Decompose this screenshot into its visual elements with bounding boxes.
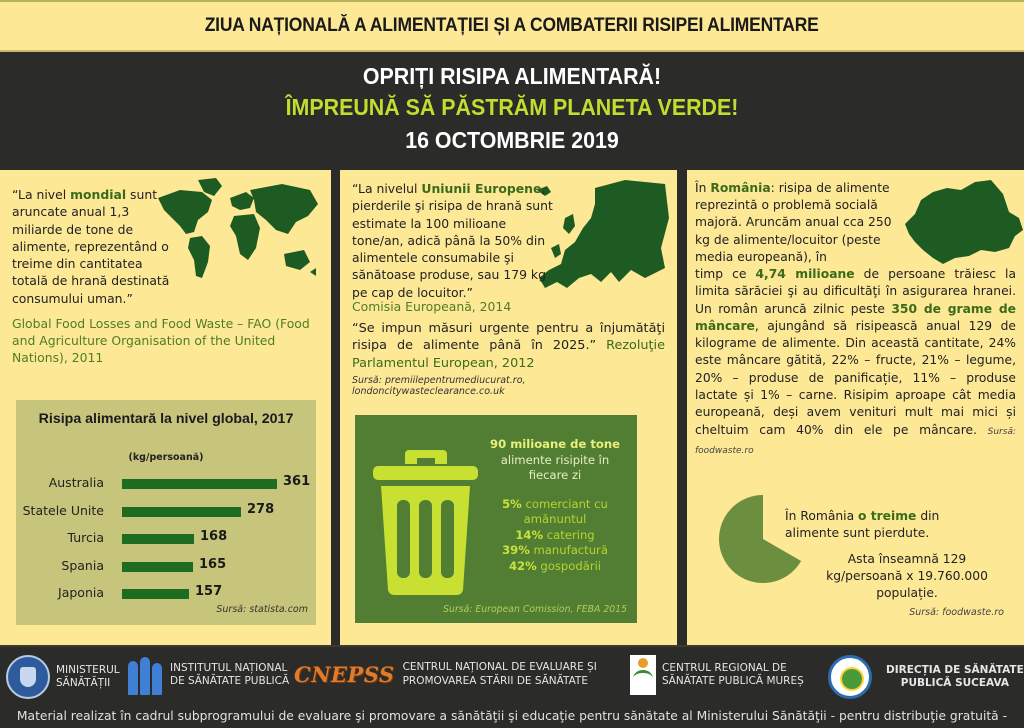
trash-can-icon bbox=[373, 450, 478, 595]
one-third-highlight: o treime bbox=[858, 509, 917, 523]
waste-breakdown bbox=[485, 497, 625, 575]
bar bbox=[122, 534, 194, 544]
romania-intro: În România: risipa de alimente reprezintă o problemă socială majoră. Aruncăm anual cca 250 kg de alimente/locuitor (peste media europeană), în bbox=[695, 181, 892, 264]
footer-note: Material realizat în cadrul subprogramului de evaluare şi promovare a sănătăţii şi educaţie pentru sănătate al Ministerului Sănătăţii - pentru distribuţie gratuită - bbox=[16, 709, 1008, 723]
insp-people-icon bbox=[128, 655, 164, 695]
population-calc-text: Asta înseamnă 129 kg/persoană x 19.760.000 populație. bbox=[826, 552, 988, 600]
dsp-suceava-seal-icon bbox=[828, 655, 872, 699]
quote-text: “La nivelul bbox=[352, 181, 422, 196]
pie-source: Sursă: foodwaste.ro bbox=[909, 607, 1004, 618]
hero-slogan bbox=[0, 52, 1024, 170]
slogan-line-1: OPRIȚI RISIPA ALIMENTARĂ! bbox=[362, 63, 662, 89]
quote-highlight: mondial bbox=[70, 187, 127, 202]
logo-ministerul-sanatatii: MINISTERUL SĂNĂTĂȚII bbox=[6, 655, 120, 699]
stat-retail: 5% comerciant cu amănuntul bbox=[502, 496, 608, 526]
bar bbox=[122, 562, 193, 572]
bar-value: 165 bbox=[199, 556, 227, 572]
bar-label: Australia bbox=[48, 475, 104, 490]
chart-source: Sursă: statista.com bbox=[216, 604, 308, 615]
global-quote bbox=[12, 186, 182, 307]
romania-map-icon bbox=[899, 178, 1024, 266]
quote-text: “La nivel bbox=[12, 187, 71, 202]
quote-text: , pierderile şi risipa de hrană sunt estimate la 100 milioane tone/an, adică până la 50% din alimentele consumabile şi sănătoase produse, sau 179 kg pe cap de locuitor.” bbox=[352, 181, 553, 300]
eu-quote bbox=[352, 180, 557, 301]
cnepss-wordmark: CNEPSS bbox=[294, 662, 395, 687]
eu-source-line: Sursă: premiilepentrumediucurat.ro, londoncitywasteclearance.co.uk bbox=[352, 375, 526, 397]
bar-label: Japonia bbox=[58, 585, 104, 600]
chart-unit: (kg/persoană) bbox=[128, 452, 204, 463]
logo-crspm: CENTRUL REGIONAL DE SĂNĂTATE PUBLICĂ MUREȘ bbox=[630, 655, 804, 695]
daily-waste-box bbox=[355, 415, 637, 623]
global-waste-bar-chart bbox=[16, 400, 316, 625]
daily-grams-highlight: 350 de grame de mâncare bbox=[695, 301, 1016, 333]
romania-source: Sursă: foodwaste.ro bbox=[695, 426, 1016, 456]
government-seal-icon bbox=[6, 655, 50, 699]
quote-text: sunt aruncate anual 1,3 miliarde de tone de alimente, reprezentând o treime din cantitatea totală de hrană destinată consumului uman.” bbox=[12, 187, 170, 306]
footer bbox=[0, 645, 1024, 728]
bar-value: 157 bbox=[195, 584, 223, 599]
bar-value: 278 bbox=[247, 501, 275, 517]
romania-highlight: România bbox=[710, 181, 771, 195]
daily-waste-subline: alimente risipite în fiecare zi bbox=[500, 452, 610, 482]
daily-waste-text bbox=[485, 437, 625, 574]
bar-row bbox=[16, 473, 316, 495]
panel-eu bbox=[340, 170, 677, 645]
bar-label: Turcia bbox=[67, 530, 104, 545]
one-third-text: În România o treime din alimente sunt pierdute. bbox=[785, 509, 940, 540]
bar-label: Statele Unite bbox=[22, 502, 104, 518]
panel-romania bbox=[687, 170, 1024, 645]
stat-manufacturing: 39% manufactură bbox=[502, 543, 608, 557]
daily-waste-headline: 90 milioane de tone bbox=[490, 437, 620, 451]
quote-source: Rezoluţie Parlamentul European, 2012 bbox=[352, 338, 665, 371]
logo-insp: INSTITUTUL NAȚIONAL DE SĂNĂTATE PUBLICĂ bbox=[128, 655, 289, 695]
bar-row bbox=[16, 528, 316, 550]
bar-value: 168 bbox=[200, 529, 228, 544]
chart-title: Risipa alimentară la nivel global, 2017 bbox=[38, 411, 294, 427]
crspm-logo-icon bbox=[630, 655, 656, 695]
bar-label: Spania bbox=[61, 557, 104, 573]
bar-value: 361 bbox=[283, 474, 311, 489]
stat-catering: 14% catering bbox=[515, 527, 595, 542]
bar bbox=[122, 507, 241, 517]
bar bbox=[122, 589, 189, 599]
stat-households: 42% gospodării bbox=[508, 558, 602, 573]
bar-row bbox=[16, 556, 316, 578]
logo-dsp-suceava: DIRECȚIA DE SĂNĂTATE PUBLICĂ SUCEAVA bbox=[828, 655, 1024, 699]
poverty-highlight: 4,74 milioane bbox=[755, 267, 855, 281]
event-date: 16 OCTOMBRIE 2019 bbox=[405, 127, 619, 153]
logo-cnepss: CNEPSS CENTRUL NAȚIONAL DE EVALUARE ȘI PROMOVAREA STĂRII DE SĂNĂTATE bbox=[294, 661, 597, 687]
quote-text: “Se impun măsuri urgente pentru a înjumătăţi risipa de alimente până în 2025.” bbox=[352, 321, 665, 354]
quote-highlight: Uniunii Europene bbox=[421, 181, 542, 196]
eu-source: Comisia Europeană, 2014 bbox=[352, 299, 512, 314]
bar-row bbox=[16, 501, 316, 523]
top-banner bbox=[0, 0, 1024, 52]
bar-row bbox=[16, 583, 316, 605]
slogan-line-2: ÎMPREUNĂ SĂ PĂSTRĂM PLANETA VERDE! bbox=[285, 94, 739, 120]
global-source: Global Food Losses and Food Waste – FAO (Food and Agriculture Organisation of the United Nations), 2011 bbox=[12, 316, 310, 365]
bar bbox=[122, 479, 277, 489]
panel-global bbox=[0, 170, 331, 645]
banner-title: ZIUA NAȚIONALĂ A ALIMENTAȚIEI ȘI A COMBATERII RISIPEI ALIMENTARE bbox=[205, 15, 819, 36]
romania-body: timp ce 4,74 milioane de persoane trăiesc la limita sărăciei şi au dificultăţi în asigurarea hranei. Un român aruncă zilnic peste 350 de grame de mâncare, ajungând să risipească anual 129 de kilograme de alimente. Din această cantitate, 24% este mâncare gătită, 22% – fructe, 21% – legume, 20% – produse de panificație, 11% – produse lactate și 1% – carne. Risipim aproape cât media europeană, deși avem venituri mult mai mici și cheltuim cam 40% din ele pe mâncare. Sursă: foodwaste.ro bbox=[695, 267, 1017, 456]
eu-parliament-quote bbox=[352, 320, 665, 372]
daily-waste-source: Sursă: European Comission, FEBA 2015 bbox=[443, 604, 627, 615]
